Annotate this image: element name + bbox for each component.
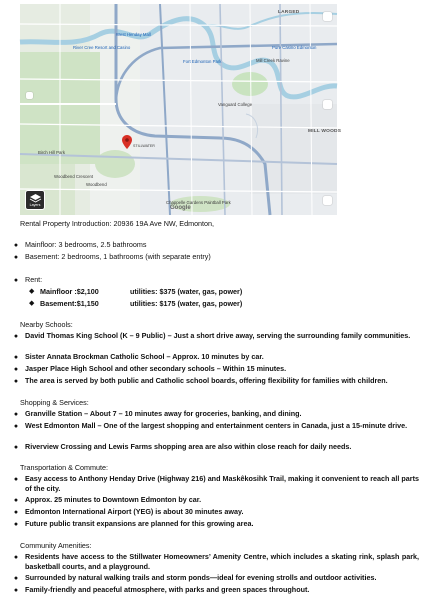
bullet-icon: ●	[13, 587, 19, 594]
bullet-icon: ●	[13, 277, 19, 284]
layers-button[interactable]	[25, 190, 45, 210]
bullet-icon: ●	[13, 521, 19, 528]
diamond-bullet-icon: ◆	[29, 300, 35, 307]
layers-icon	[30, 194, 41, 203]
amenities-title: Community Amenities:	[20, 541, 92, 550]
transport-title: Transportation & Commute:	[20, 463, 109, 472]
schools-title: Nearby Schools:	[20, 320, 73, 329]
map-label-birch-hill: Birch Hill Park	[38, 150, 65, 155]
map-label-river-cree: River Cree Resort and Casino	[73, 45, 131, 50]
map-label-woodbend: Woodbend	[86, 182, 107, 187]
map-label-larged: LARGED	[278, 10, 300, 15]
google-logo: Google	[170, 205, 191, 211]
rent-basement: Basement:$1,150	[40, 299, 99, 308]
bullet-icon: ●	[13, 554, 19, 561]
bullet-icon: ●	[13, 354, 19, 361]
rent-basement-utilities: utilities: $175 (water, gas, power)	[130, 299, 243, 308]
school-item: David Thomas King School (K – 9 Public) – Just a short drive away, serving the surrounding family communities.	[25, 331, 411, 340]
school-item: Sister Annata Brockman Catholic School – Approx. 10 minutes by car.	[25, 352, 264, 361]
bullet-icon: ●	[13, 509, 19, 516]
bullet-icon: ●	[13, 378, 19, 385]
map-label-fort-edmonton: Fort Edmonton Park	[183, 59, 222, 64]
bullet-icon: ●	[13, 242, 19, 249]
amenity-item: Family-friendly and peaceful atmosphere, with parks and green spaces throughout.	[25, 585, 310, 594]
bullet-icon: ●	[13, 423, 19, 430]
bullet-icon: ●	[13, 366, 19, 373]
bullet-icon: ●	[13, 254, 19, 261]
map-marker-small-icon	[26, 92, 33, 99]
shopping-item: Riverview Crossing and Lewis Farms shopping area are also within close reach for daily needs.	[25, 442, 352, 451]
transport-item: Easy access to Anthony Henday Drive (Highway 216) and Maskêkosihk Trail, making it convenient to reach all parts of the city.	[25, 474, 419, 493]
location-pin-icon[interactable]	[122, 135, 132, 149]
location-map[interactable]	[20, 4, 342, 215]
map-label-vanguard: Vanguard College	[218, 102, 253, 107]
map-label-pure-casino: Pure Casino Edmonton	[272, 45, 317, 50]
bullet-icon: ●	[13, 476, 19, 483]
bullet-icon: ●	[13, 333, 19, 340]
map-label-mill-creek: Mill Creek Ravine	[256, 58, 290, 63]
fullscreen-icon[interactable]	[323, 12, 332, 21]
intro-heading: Rental Property Introduction: 20936 19A Ave NW, Edmonton,	[20, 219, 215, 228]
bullet-icon: ●	[13, 411, 19, 418]
transport-item: Future public transit expansions are planned for this growing area.	[25, 519, 254, 528]
map-label-west-henday: West Henday Mall	[116, 32, 151, 37]
rent-mainfloor: Mainfloor :$2,100	[40, 287, 99, 296]
transport-item: Approx. 25 minutes to Downtown Edmonton by car.	[25, 495, 202, 504]
bullet-icon: ●	[13, 497, 19, 504]
transport-item: Edmonton International Airport (YEG) is about 30 minutes away.	[25, 507, 244, 516]
zoom-in-icon[interactable]	[323, 100, 332, 109]
map-label-stillwater: STILLWATER	[133, 144, 155, 148]
unit-item: Mainfloor: 3 bedrooms, 2.5 bathrooms	[25, 240, 147, 249]
map-label-woodbend-crescent: Woodbend Crescent	[54, 174, 94, 179]
unit-item: Basement: 2 bedrooms, 1 bathrooms (with separate entry)	[25, 252, 211, 261]
bullet-icon: ●	[13, 444, 19, 451]
diamond-bullet-icon: ◆	[29, 288, 35, 295]
shopping-item: Granville Station – About 7 – 10 minutes away for groceries, banking, and dining.	[25, 409, 302, 418]
shopping-item: West Edmonton Mall – One of the largest shopping and entertainment centers in Canada, just a 15-minute drive.	[25, 421, 408, 430]
map-canvas	[20, 4, 337, 215]
pegman-icon[interactable]	[323, 196, 332, 205]
school-item: The area is served by both public and Catholic school boards, offering flexibility for families with children.	[25, 376, 388, 385]
amenity-item: Residents have access to the Stillwater Homeowners’ Amenity Centre, which includes a skating rink, splash park, basketball courts, and a playground.	[25, 552, 419, 571]
shopping-title: Shopping & Services:	[20, 398, 89, 407]
rent-title: Rent:	[25, 275, 43, 284]
map-label-mill-woods: MILL WOODS	[308, 129, 342, 134]
map-label-gardens: Chappelle Gardens Paintball Park	[166, 200, 231, 205]
bullet-icon: ●	[13, 575, 19, 582]
school-item: Jasper Place High School and other secondary schools – Within 15 minutes.	[25, 364, 287, 373]
layers-label: Layers	[29, 203, 41, 208]
amenity-item: Surrounded by natural walking trails and storm ponds—ideal for evening strolls and outdoor activities.	[25, 573, 377, 582]
rent-mainfloor-utilities: utilities: $375 (water, gas, power)	[130, 287, 243, 296]
